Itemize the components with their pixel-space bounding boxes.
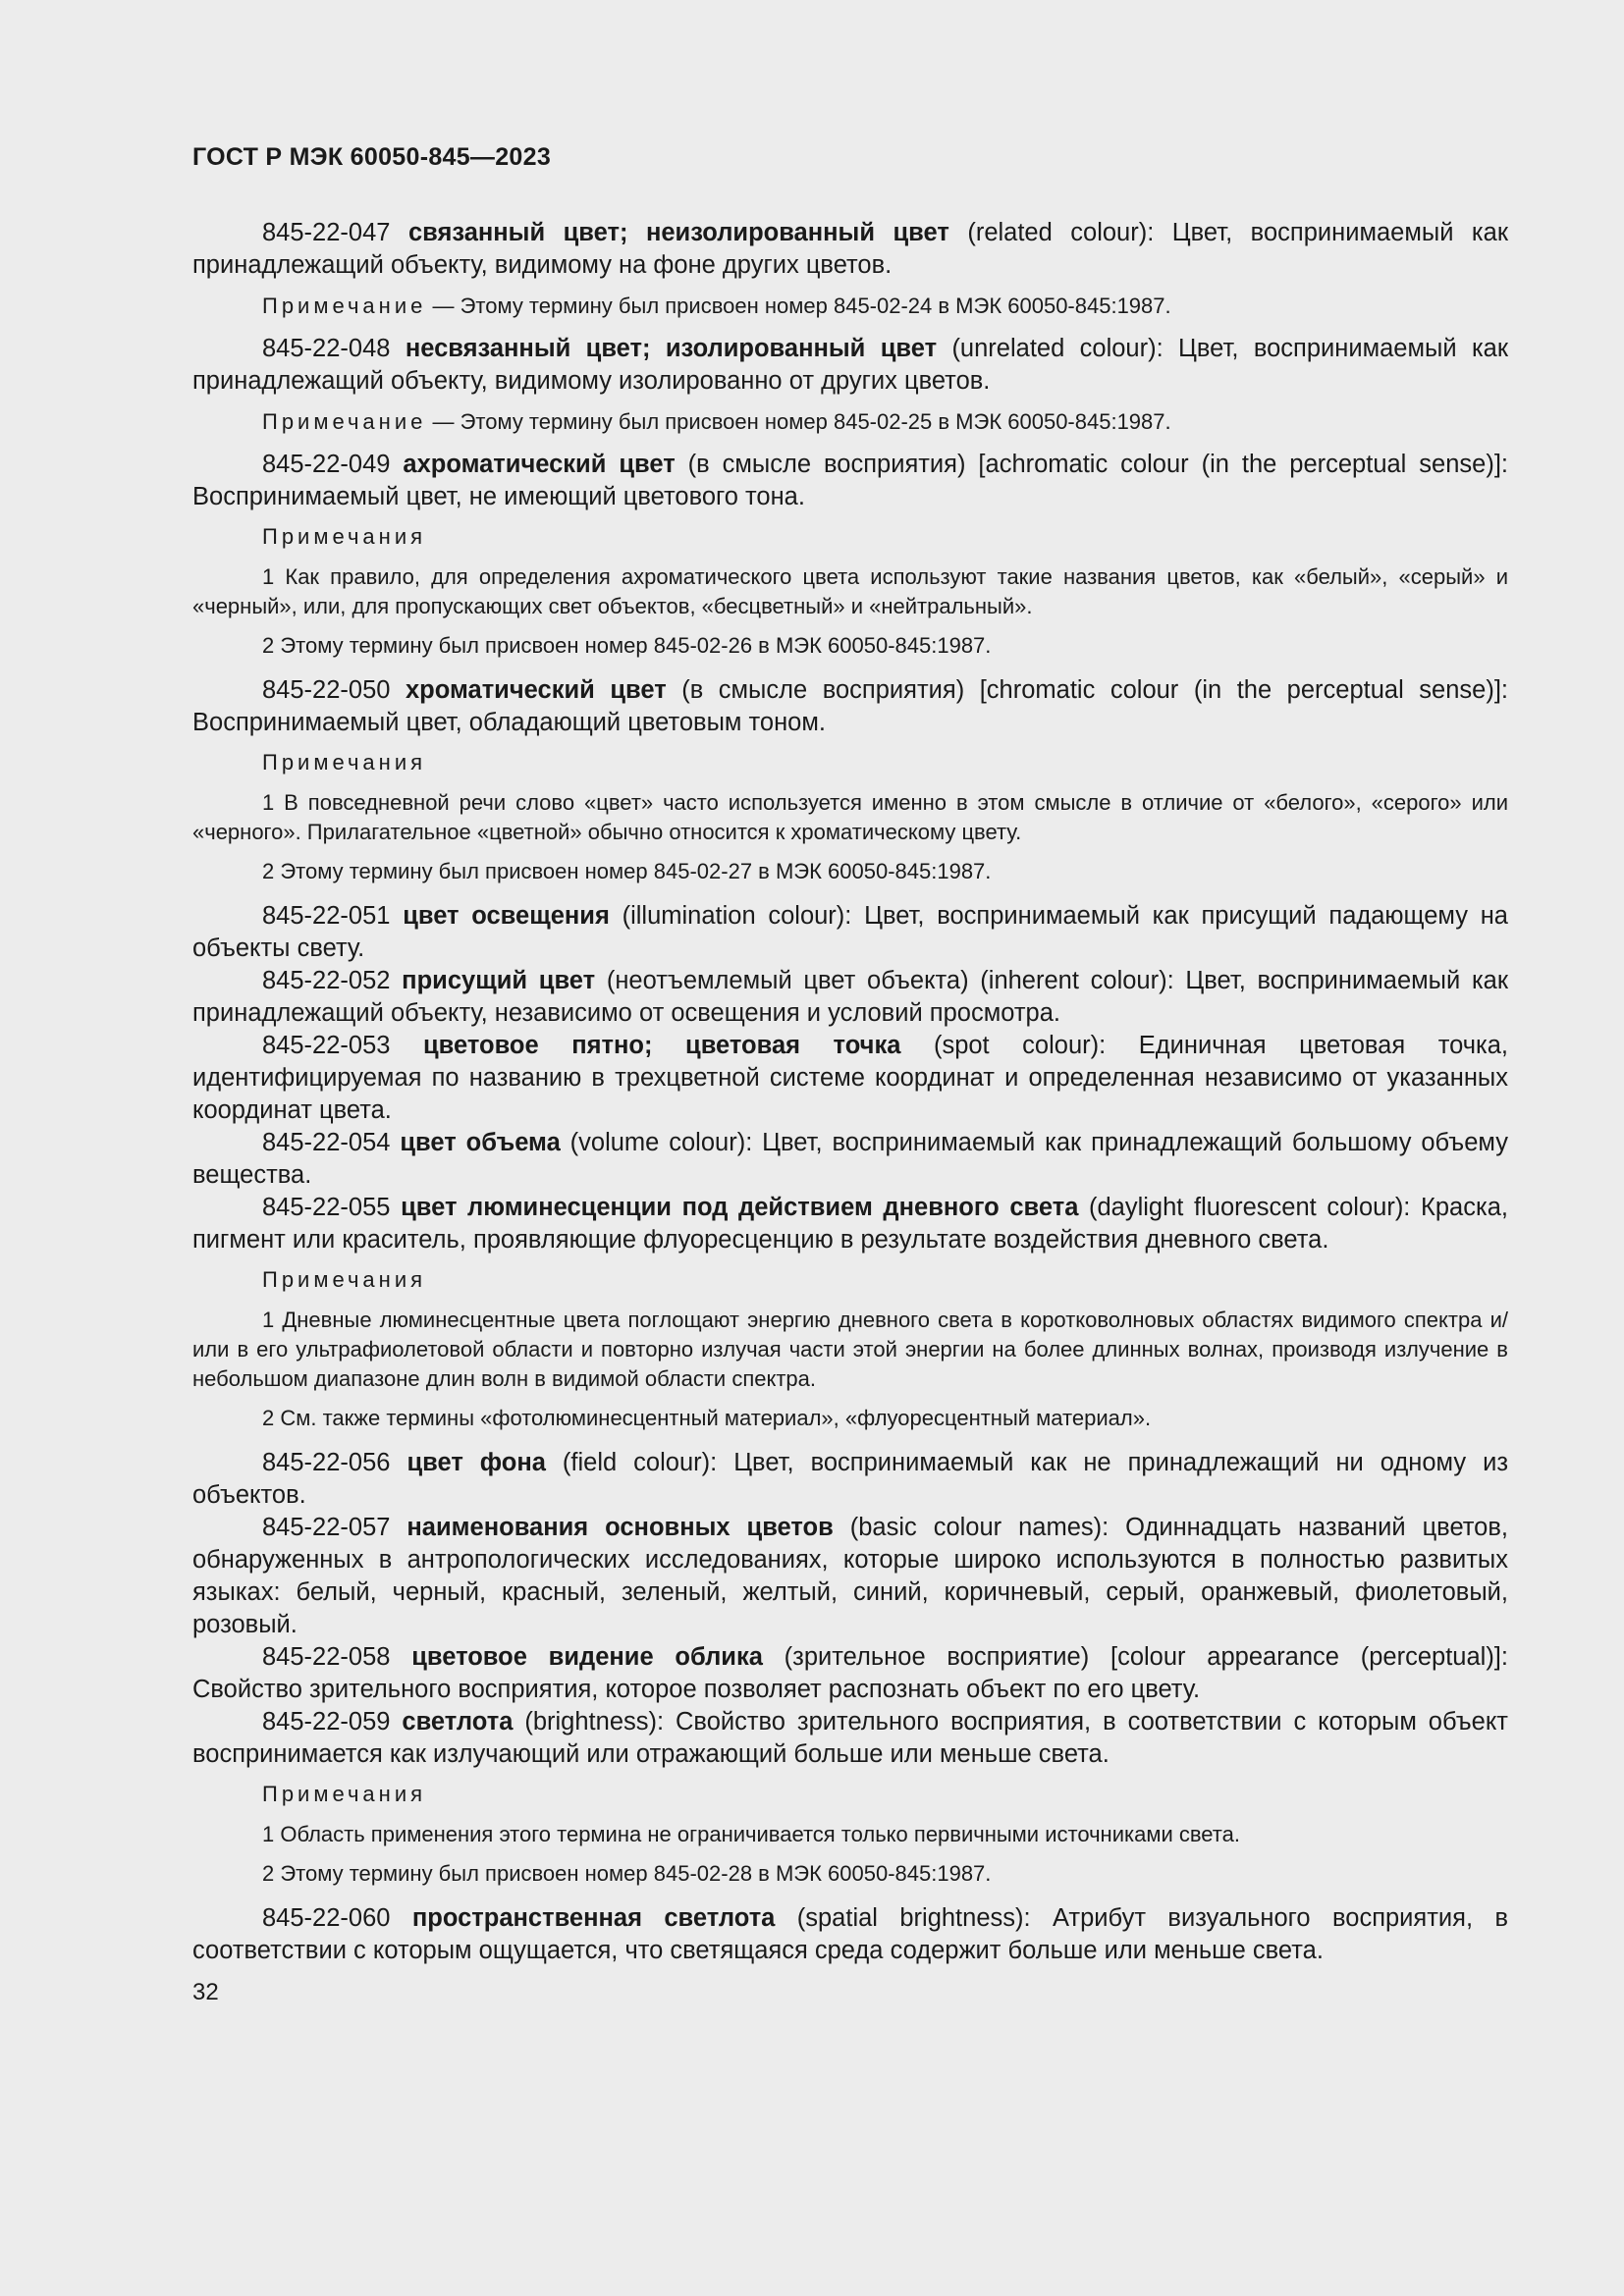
note-item: 2 Этому термину был присвоен номер 845-02-28 в МЭК 60050-845:1987. [262,1861,992,1886]
term-number: 845-22-048 [262,335,391,362]
term-number: 845-22-056 [262,1449,391,1476]
term-845-22-055 [192,1192,1508,1256]
term-name: наименования основных цветов [406,1514,834,1541]
term-845-22-048 [192,333,1508,398]
term-definition: (basic colour names): Одиннадцать названий цветов, обнаруженных в антропологических исследованиях, которые широко используются в полностью развитых языках: белый, черный, красный, зеленый, желтый, синий, коричневый, серый, оранжевый, фиолетовый, розовый. [192,1514,1508,1638]
term-definition: (illumination colour): Цвет, воспринимаемый как присущий падающему на объекты свету. [192,902,1508,962]
note [192,407,1508,437]
term-name: цветовое пятно; цветовая точка [423,1032,901,1059]
term-name: пространственная светлота [411,1904,776,1932]
term-definition: (brightness): Свойство зрительного восприятия, в соответствии с которым объект воспринимается как излучающий или отражающий больше или меньше света. [192,1708,1508,1768]
term-name: несвязанный цвет; изолированный цвет [405,335,938,362]
term-definition: (unrelated colour): Цвет, воспринимаемый как принадлежащий объекту, видимому изолированно от других цветов. [192,335,1509,395]
term-845-22-060 [192,1902,1508,1967]
term-definition: (зрительное восприятие) [colour appearance (perceptual)]: Свойство зрительного восприятия, которое позволяет распознать объект по его цвету. [192,1643,1508,1703]
document-page [192,143,1508,2006]
term-845-22-058 [192,1641,1508,1706]
term-number: 845-22-054 [262,1129,391,1156]
term-name: присущий цвет [402,967,596,994]
term-definition: (volume colour): Цвет, воспринимаемый как принадлежащий большому объему вещества. [192,1129,1508,1189]
document-header: ГОСТ Р МЭК 60050-845—2023 [192,143,552,171]
term-number: 845-22-058 [262,1643,391,1671]
term-number: 845-22-053 [262,1032,391,1059]
note-item: 2 Этому термину был присвоен номер 845-02-26 в МЭК 60050-845:1987. [262,633,992,658]
term-definition: (spot colour): Единичная цветовая точка, идентифицируемая по названию в трехцветной системе координат и определенная независимо от указанных координат цвета. [192,1032,1508,1124]
term-name: связанный цвет; неизолированный цвет [407,219,949,246]
term-845-22-053 [192,1030,1508,1127]
note-text: — Этому термину был присвоен номер 845-02-25 в МЭК 60050-845:1987. [426,409,1171,434]
note [192,292,1508,321]
term-number: 845-22-057 [262,1514,391,1541]
page-number: 32 [192,1979,219,2005]
term-845-22-052 [192,965,1508,1030]
term-number: 845-22-055 [262,1194,391,1221]
term-number: 845-22-047 [262,219,391,246]
term-number: 845-22-051 [262,902,391,930]
term-845-22-057 [192,1512,1508,1641]
term-number: 845-22-049 [262,451,391,478]
note-item: 1 Область применения этого термина не ограничивается только первичными источниками света. [262,1822,1240,1846]
notes-heading: Примечания [262,1782,427,1806]
note-item: 1 В повседневной речи слово «цвет» часто используется именно в этом смысле в отличие от «белого», «серого» или «черного». Прилагательное «цветной» обычно относится к хроматическому цвету. [192,790,1508,844]
note-label: Примечание [262,294,427,318]
note-item: 1 Дневные люминесцентные цвета поглощают энергию дневного света в коротковолновых областях видимого спектра и/или в его ультрафиолетовой области и повторно излучая части этой энергии на более длинных волнах, производя излучение в небольшом диапазоне длин волн в видимой области спектра. [192,1308,1508,1391]
term-name: цвет фона [406,1449,546,1476]
term-definition: (spatial brightness): Атрибут визуального восприятия, в соответствии с которым ощущается, что светящаяся среда содержит больше или меньше света. [192,1904,1508,1964]
term-definition: (field colour): Цвет, воспринимаемый как не принадлежащий ни одному из объектов. [192,1449,1509,1509]
term-number: 845-22-059 [262,1708,391,1735]
note-text: — Этому термину был присвоен номер 845-02-24 в МЭК 60050-845:1987. [426,294,1171,318]
term-number: 845-22-050 [262,676,391,704]
notes-heading: Примечания [262,524,427,549]
term-name: хроматический цвет [405,676,667,704]
note-item: 2 См. также термины «фотолюминесцентный материал», «флуоресцентный материал». [262,1406,1152,1430]
term-845-22-051 [192,900,1508,965]
term-name: светлота [402,1708,514,1735]
term-name: цвет объема [400,1129,561,1156]
term-definition: (в смысле восприятия) [chromatic colour (in the perceptual sense)]: Воспринимаемый цвет, обладающий цветовым тоном. [192,676,1508,736]
term-definition: (в смысле восприятия) [achromatic colour (in the perceptual sense)]: Воспринимаемый цвет, не имеющий цветового тона. [192,451,1508,510]
term-845-22-047 [192,217,1508,282]
term-name: цвет освещения [403,902,610,930]
note-item: 1 Как правило, для определения ахроматического цвета используют такие названия цветов, как «белый», «серый» и «черный», или, для пропускающих свет объектов, «бесцветный» и «нейтральный». [192,564,1508,618]
note-item: 2 Этому термину был присвоен номер 845-02-27 в МЭК 60050-845:1987. [262,859,992,883]
note-label: Примечание [262,409,427,434]
term-definition: (неотъемлемый цвет объекта) (inherent colour): Цвет, воспринимаемый как принадлежащий объекту, независимо от освещения и условий просмотра. [192,967,1508,1027]
term-number: 845-22-060 [262,1904,391,1932]
notes-heading: Примечания [262,750,427,774]
term-name: цветовое видение облика [411,1643,763,1671]
term-845-22-056 [192,1447,1508,1512]
term-definition: (related colour): Цвет, воспринимаемый как принадлежащий объекту, видимому на фоне других цветов. [192,219,1508,279]
term-845-22-054 [192,1127,1508,1192]
term-number: 845-22-052 [262,967,391,994]
notes-heading: Примечания [262,1267,427,1292]
term-845-22-049 [192,449,1508,513]
term-name: цвет люминесценции под действием дневного света [401,1194,1079,1221]
term-845-22-059 [192,1706,1508,1771]
term-845-22-050 [192,674,1508,739]
term-name: ахроматический цвет [403,451,676,478]
term-definition: (daylight fluorescent colour): Краска, пигмент или краситель, проявляющие флуоресценцию в результате воздействия дневного света. [192,1194,1508,1254]
